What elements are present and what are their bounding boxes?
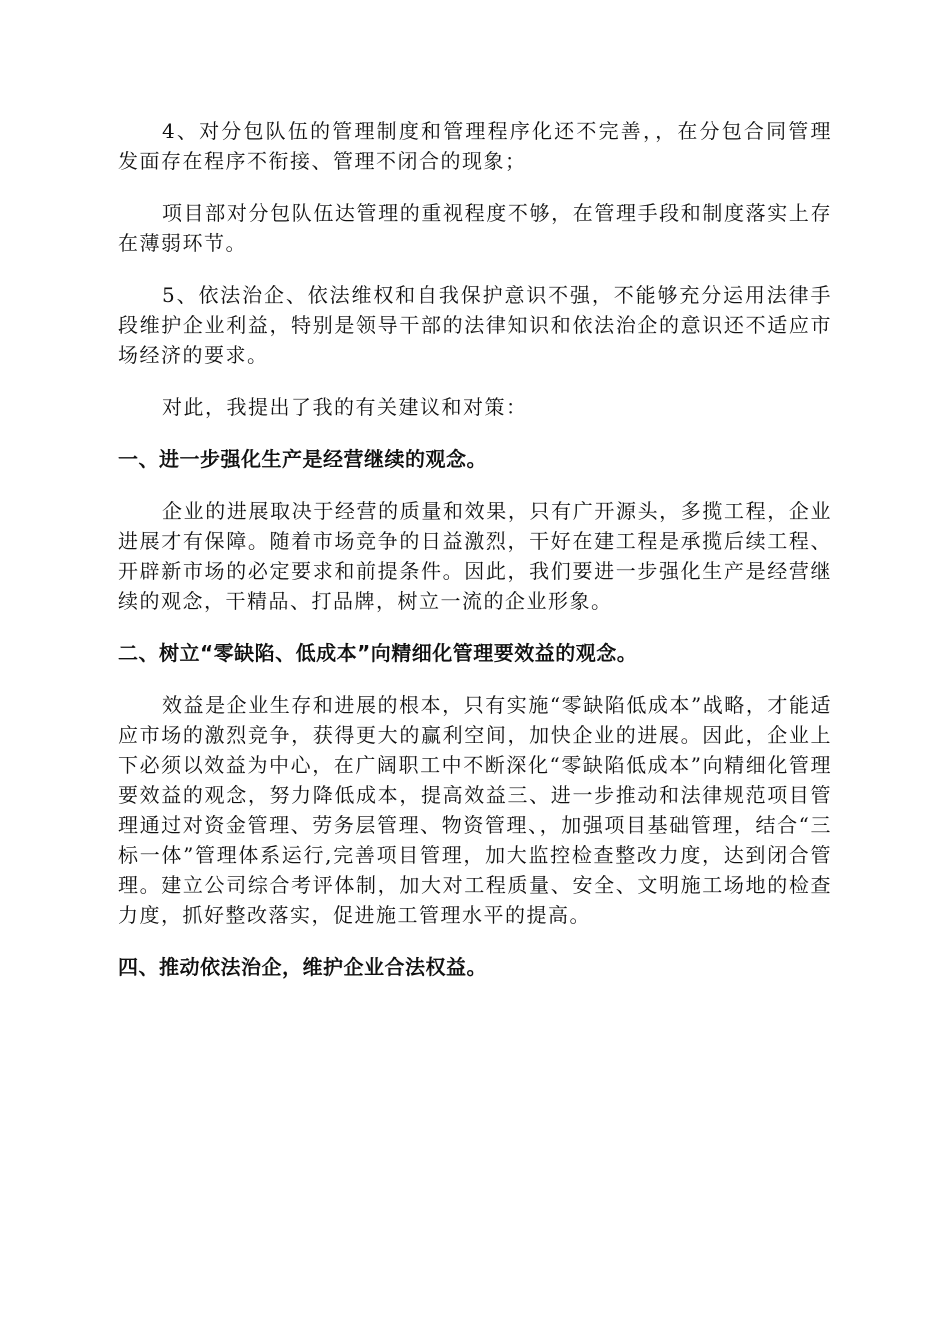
paragraph-project-department: 项目部对分包队伍达管理的重视程度不够，在管理手段和制度落实上存在薄弱环节。 (118, 201, 832, 255)
paragraph-subcontract-management: 4、对分包队伍的管理制度和管理程序化还不完善，，在分包合同管理发面存在程序不衔接、管理不闭合的现象； (118, 119, 832, 173)
paragraph-legal-awareness: 5、依法治企、依法维权和自我保护意识不强，不能够充分运用法律手段维护企业利益，特别是领导干部的法律知识和依法治企的意识还不适应市场经济的要求。 (118, 283, 832, 367)
paragraph-suggestions-intro: 对此，我提出了我的有关建议和对策： (162, 395, 528, 419)
paragraph-section-one-body: 企业的进展取决于经营的质量和效果，只有广开源头，多揽工程，企业进展才有保障。随着市场竞争的日益激烈，干好在建工程是承揽后续工程、开辟新市场的必定要求和前提条件。因此，我们要进一步强化生产是经营继续的观念，干精品、打品牌，树立一流的企业形象。 (118, 499, 832, 613)
heading-section-two: 二、树立“零缺陷、低成本”向精细化管理要效益的观念。 (118, 641, 638, 665)
paragraph-section-two-body: 效益是企业生存和进展的根本，只有实施“零缺陷低成本”战略，才能适应市场的激烈竞争，获得更大的赢利空间，加快企业的进展。因此，企业上下必须以效益为中心，在广阔职工中不断深化“零缺陷低成本”向精细化管理要效益的观念，努力降低成本，提高效益三、进一步推动和法律规范项目管理通过对资金管理、劳务层管理、物资管理、，加强项目基础管理，结合“三标一体”管理体系运行,完善项目管理，加大监控检查整改力度，达到闭合管理。建立公司综合考评体制，加大对工程质量、安全、文明施工场地的检查力度，抓好整改落实，促进施工管理水平的提高。 (118, 693, 832, 927)
document-body (118, 116, 832, 1004)
heading-section-one: 一、进一步强化生产是经营继续的观念。 (118, 447, 487, 471)
heading-section-four: 四、推动依法治企，维护企业合法权益。 (118, 955, 487, 979)
